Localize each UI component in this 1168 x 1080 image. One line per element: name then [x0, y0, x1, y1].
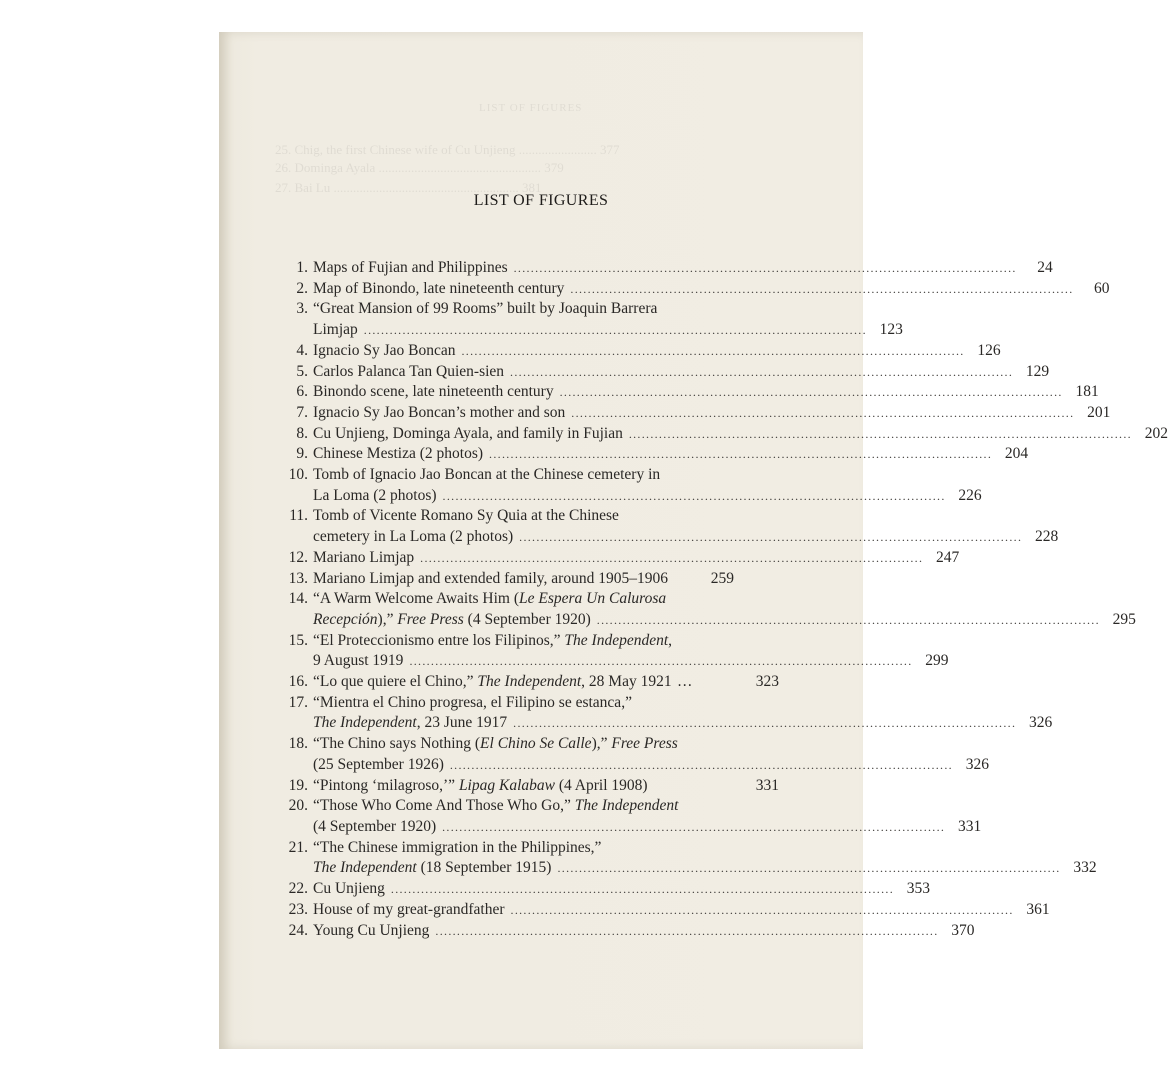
figure-number: 12.: [288, 548, 308, 566]
figure-number: 9.: [296, 445, 308, 463]
page-number: 126: [977, 341, 1001, 359]
figure-caption: Recepción),” Free Press (4 September 1920): [313, 610, 591, 628]
leader-dots: .....................................................................................................................: [559, 385, 1063, 400]
page-number: 201: [1087, 403, 1111, 421]
figure-number: 6.: [296, 383, 308, 401]
page-number: 331: [957, 817, 982, 835]
show-through-line: 25. Chig, the first Chinese wife of Cu Unjieng ........................ 377: [275, 142, 620, 157]
figure-number: 20.: [288, 797, 308, 815]
figure-number: 1.: [296, 259, 308, 276]
figure-entry: [279, 569, 779, 590]
figure-caption: “A Warm Welcome Awaits Him (Le Espera Un Calurosa: [313, 590, 667, 608]
figure-entry: [279, 444, 1029, 465]
figure-caption: “Mientra el Chino progresa, el Filipino se estanca,”: [313, 693, 632, 711]
figure-number: 18.: [288, 735, 308, 753]
figure-entry: [279, 900, 1050, 921]
figure-entry: [279, 589, 1136, 630]
figure-entry: [279, 879, 931, 900]
leader-dots: .....................................................................................................................: [449, 757, 953, 772]
figure-number: 4.: [296, 341, 308, 359]
figure-entry: [279, 838, 1097, 879]
leader-dots: .....................................................................................................................: [461, 343, 965, 358]
figure-caption: Young Cu Unjieng: [313, 921, 430, 939]
figure-caption: Ignacio Sy Jao Boncan: [313, 341, 456, 359]
leader-dots: .....................................................................................................................: [519, 530, 1023, 545]
leader-dots: .....................................................................................................................: [557, 861, 1061, 876]
leader-dots: .....................................................................................................................: [510, 364, 1014, 379]
leader-dots: .....................................................................................................................: [596, 612, 1100, 627]
page-number: 60: [1094, 279, 1110, 297]
figure-caption: 9 August 1919: [313, 652, 404, 670]
page-number: 226: [958, 486, 982, 504]
show-through-header: LIST OF FIGURES: [479, 102, 583, 114]
figure-caption: “Lo que quiere el Chino,” The Independent, 28 May 1921: [313, 673, 672, 691]
leader-dots: .....................................................................................................................: [513, 716, 1017, 731]
figure-entry: [279, 279, 1110, 300]
figure-caption: Chinese Mestiza (2 photos): [313, 445, 484, 463]
figure-caption: cemetery in La Loma (2 photos): [313, 528, 514, 546]
figure-caption: (4 September 1920): [313, 817, 437, 835]
figure-number: 24.: [288, 921, 308, 939]
figure-caption: (25 September 1926): [313, 755, 444, 773]
figure-entry: [279, 362, 1050, 383]
figure-caption: “Those Who Come And Those Who Go,” The Independent: [313, 797, 679, 815]
show-through-line: 26. Dominga Ayala .................................................. 379: [275, 160, 564, 175]
figure-number: 17.: [288, 693, 308, 711]
page-number: 353: [906, 880, 931, 898]
figure-entry: [279, 299, 903, 340]
page-number: 326: [965, 755, 989, 773]
figure-caption: House of my great-grandfather: [313, 900, 505, 918]
figure-list: [279, 258, 1168, 941]
leader-dots: ...: [677, 673, 694, 691]
figure-caption: Maps of Fujian and Philippines: [313, 259, 508, 276]
figure-entry: [279, 776, 779, 797]
figure-number: 15.: [288, 631, 308, 649]
leader-dots: .....................................................................................................................: [571, 405, 1075, 420]
page-number: 331: [755, 776, 779, 794]
book-page: [219, 32, 1168, 1049]
figure-number: 11.: [289, 507, 308, 525]
page-number: 295: [1112, 610, 1136, 628]
figure-entry: [279, 693, 1053, 734]
figure-caption: “Pintong ‘milagroso,’” Lipag Kalabaw (4 April 1908): [313, 776, 648, 794]
figure-entry: [279, 631, 949, 672]
page-number: 129: [1025, 362, 1050, 380]
figure-caption: “The Chinese immigration in the Philippines,”: [313, 838, 602, 856]
figure-caption: Tomb of Vicente Romano Sy Quia at the Chinese: [313, 507, 619, 525]
page-number: 123: [879, 321, 903, 339]
figure-entry: [279, 506, 1059, 547]
figure-entry: [279, 921, 975, 942]
figure-caption: “The Chino says Nothing (El Chino Se Calle),” Free Press: [313, 735, 678, 753]
page-number: 181: [1075, 383, 1099, 401]
page-number: 24: [1037, 259, 1053, 276]
figure-number: 13.: [288, 569, 308, 587]
page-number: 361: [1026, 900, 1050, 918]
figure-number: 21.: [288, 838, 308, 856]
page-number: 332: [1073, 859, 1097, 877]
leader-dots: .....................................................................................................................: [489, 447, 993, 462]
page-number: 228: [1035, 528, 1059, 546]
page-number: 370: [951, 921, 975, 939]
page-number: 247: [936, 548, 960, 566]
figure-number: 22.: [288, 880, 308, 898]
figure-number: 7.: [296, 403, 308, 421]
figure-entry: [279, 465, 982, 506]
figure-number: 8.: [296, 424, 308, 442]
figure-caption: Map of Binondo, late nineteenth century: [313, 279, 565, 297]
figure-entry: [279, 341, 1001, 362]
figure-entry: [279, 424, 1168, 445]
figure-number: 14.: [288, 590, 308, 608]
leader-dots: .....................................................................................................................: [390, 882, 895, 897]
leader-dots: .....................................................................................................................: [628, 426, 1132, 441]
figure-number: 10.: [288, 466, 308, 484]
figure-caption: Binondo scene, late nineteenth century: [313, 383, 554, 401]
figure-caption: Ignacio Sy Jao Boncan’s mother and son: [313, 403, 566, 421]
figure-number: 3.: [296, 300, 308, 318]
show-through-line: 27. Bai Lu ......................................................... 381: [275, 180, 542, 195]
figure-caption: “El Proteccionismo entre los Filipinos,” The Independent,: [313, 631, 673, 649]
figure-number: 19.: [288, 776, 308, 794]
figure-number: 5.: [296, 362, 308, 380]
leader-dots: .....................................................................................................................: [420, 550, 924, 565]
page-number: 259: [710, 569, 734, 587]
page-number: 299: [925, 652, 949, 670]
figure-number: 2.: [296, 279, 308, 297]
leader-dots: .....................................................................................................................: [510, 902, 1014, 917]
figure-number: 16.: [288, 673, 308, 691]
page-number: 326: [1029, 714, 1053, 732]
figure-caption: “Great Mansion of 99 Rooms” built by Joaquin Barrera: [313, 300, 658, 318]
figure-caption: Cu Unjieng: [313, 880, 385, 898]
leader-dots: .....................................................................................................................: [435, 923, 939, 938]
leader-dots: .....................................................................................................................: [363, 323, 867, 338]
figure-caption: La Loma (2 photos): [313, 486, 437, 504]
figure-entry: [279, 258, 1053, 279]
figure-entry: [279, 734, 989, 775]
figure-caption: The Independent, 23 June 1917: [313, 714, 508, 732]
leader-dots: .....................................................................................................................: [513, 261, 1017, 275]
figure-entry: [279, 672, 779, 693]
page-number: 323: [755, 673, 779, 691]
leader-dots: .....................................................................................................................: [442, 819, 946, 834]
page-title: LIST OF FIGURES: [473, 192, 609, 209]
figure-caption: Mariano Limjap: [313, 548, 415, 566]
figure-entry: [279, 403, 1111, 424]
figure-entry: [279, 382, 1099, 403]
figure-caption: Cu Unjieng, Dominga Ayala, and family in Fujian: [313, 424, 623, 442]
page-number: 204: [1004, 445, 1029, 463]
figure-caption: Carlos Palanca Tan Quien-sien: [313, 362, 505, 380]
figure-caption: The Independent (18 September 1915): [313, 859, 552, 877]
figure-entry: [279, 548, 960, 569]
figure-number: 23.: [288, 900, 308, 918]
page-number: 202: [1144, 424, 1168, 442]
figure-caption: Tomb of Ignacio Jao Boncan at the Chinese cemetery in: [313, 466, 661, 484]
figure-entry: [279, 796, 982, 837]
figure-caption: Mariano Limjap and extended family, around 1905–1906: [313, 569, 668, 587]
leader-dots: .....................................................................................................................: [570, 281, 1074, 296]
leader-dots: .....................................................................................................................: [409, 654, 913, 669]
figure-caption: Limjap: [313, 321, 358, 339]
leader-dots: .....................................................................................................................: [442, 488, 946, 503]
